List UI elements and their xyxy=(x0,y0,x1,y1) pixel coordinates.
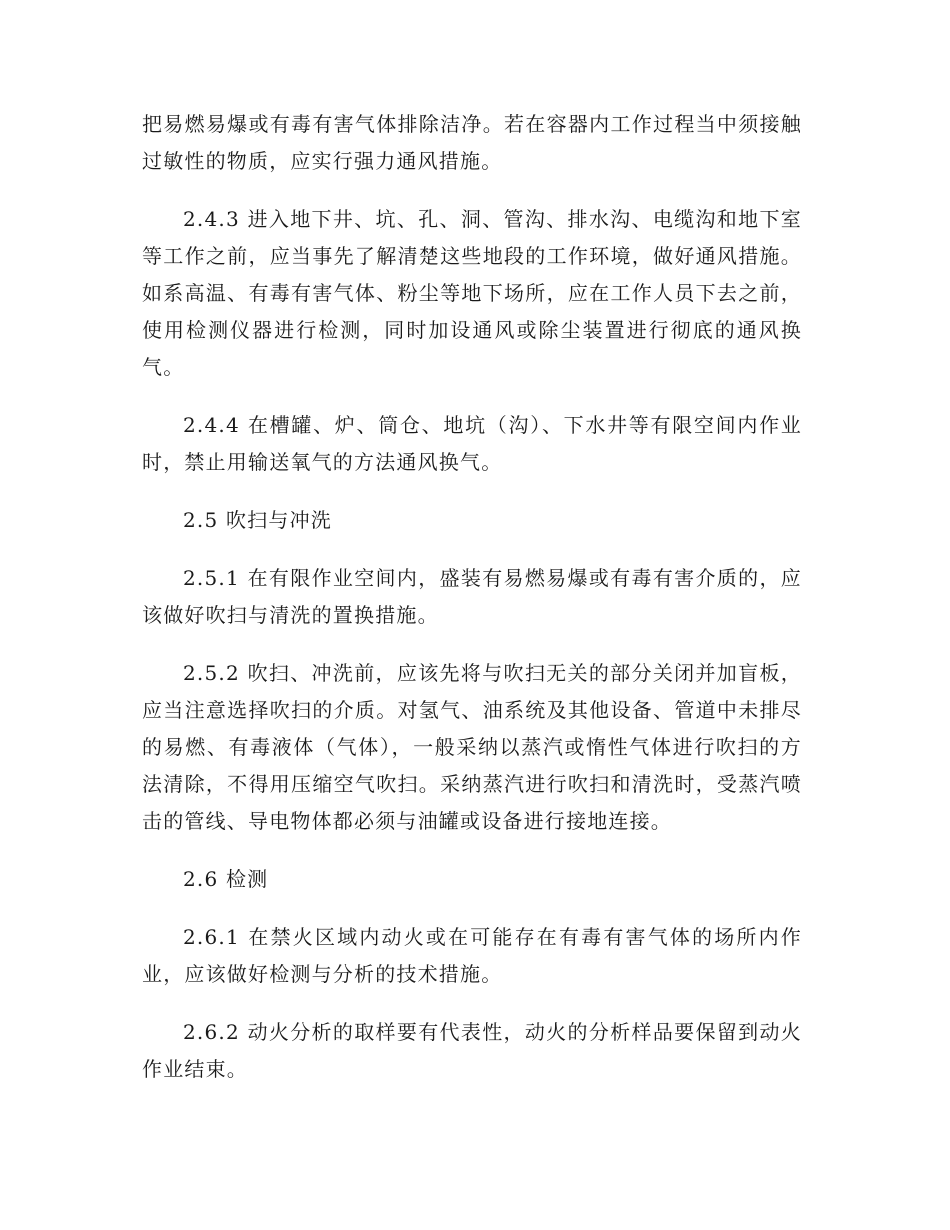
paragraph-2-6-2: 2.6.2 动火分析的取样要有代表性，动火的分析样品要保留到动火作业结束。 xyxy=(142,1020,802,1081)
section-heading-2-6: 2.6 检测 xyxy=(183,867,269,891)
paragraph-2-5-1: 2.5.1 在有限作业空间内，盛装有易燃易爆或有毒有害介质的，应该做好吹扫与清洗的置换措施。 xyxy=(142,566,802,627)
section-heading-2-5: 2.5 吹扫与冲洗 xyxy=(183,508,332,532)
paragraph-2-4-4: 2.4.4 在槽罐、炉、筒仓、地坑（沟）、下水井等有限空间内作业时，禁止用输送氧气的方法通风换气。 xyxy=(142,413,802,474)
paragraph-2-4-3: 2.4.3 进入地下井、坑、孔、洞、管沟、排水沟、电缆沟和地下室等工作之前，应当事先了解清楚这些地段的工作环境，做好通风措施。如系高温、有毒有害气体、粉尘等地下场所，应在工作人员下去之前，使用检测仪器进行检测，同时加设通风或除尘装置进行彻底的通风换气。 xyxy=(142,207,802,379)
paragraph-continuation: 把易燃易爆或有毒有害气体排除洁净。若在容器内工作过程当中须接触过敏性的物质，应实行强力通风措施。 xyxy=(142,112,802,173)
paragraph-2-5-2: 2.5.2 吹扫、冲洗前，应该先将与吹扫无关的部分关闭并加盲板，应当注意选择吹扫的介质。对氢气、油系统及其他设备、管道中未排尽的易燃、有毒液体（气体），一般采纳以蒸汽或惰性气体进行吹扫的方法清除，不得用压缩空气吹扫。采纳蒸汽进行吹扫和清洗时，受蒸汽喷击的管线、导电物体都必须与油罐或设备进行接地连接。 xyxy=(142,661,802,833)
document-body xyxy=(142,106,802,1109)
paragraph-2-6-1: 2.6.1 在禁火区域内动火或在可能存在有毒有害气体的场所内作业，应该做好检测与分析的技术措施。 xyxy=(142,925,802,986)
